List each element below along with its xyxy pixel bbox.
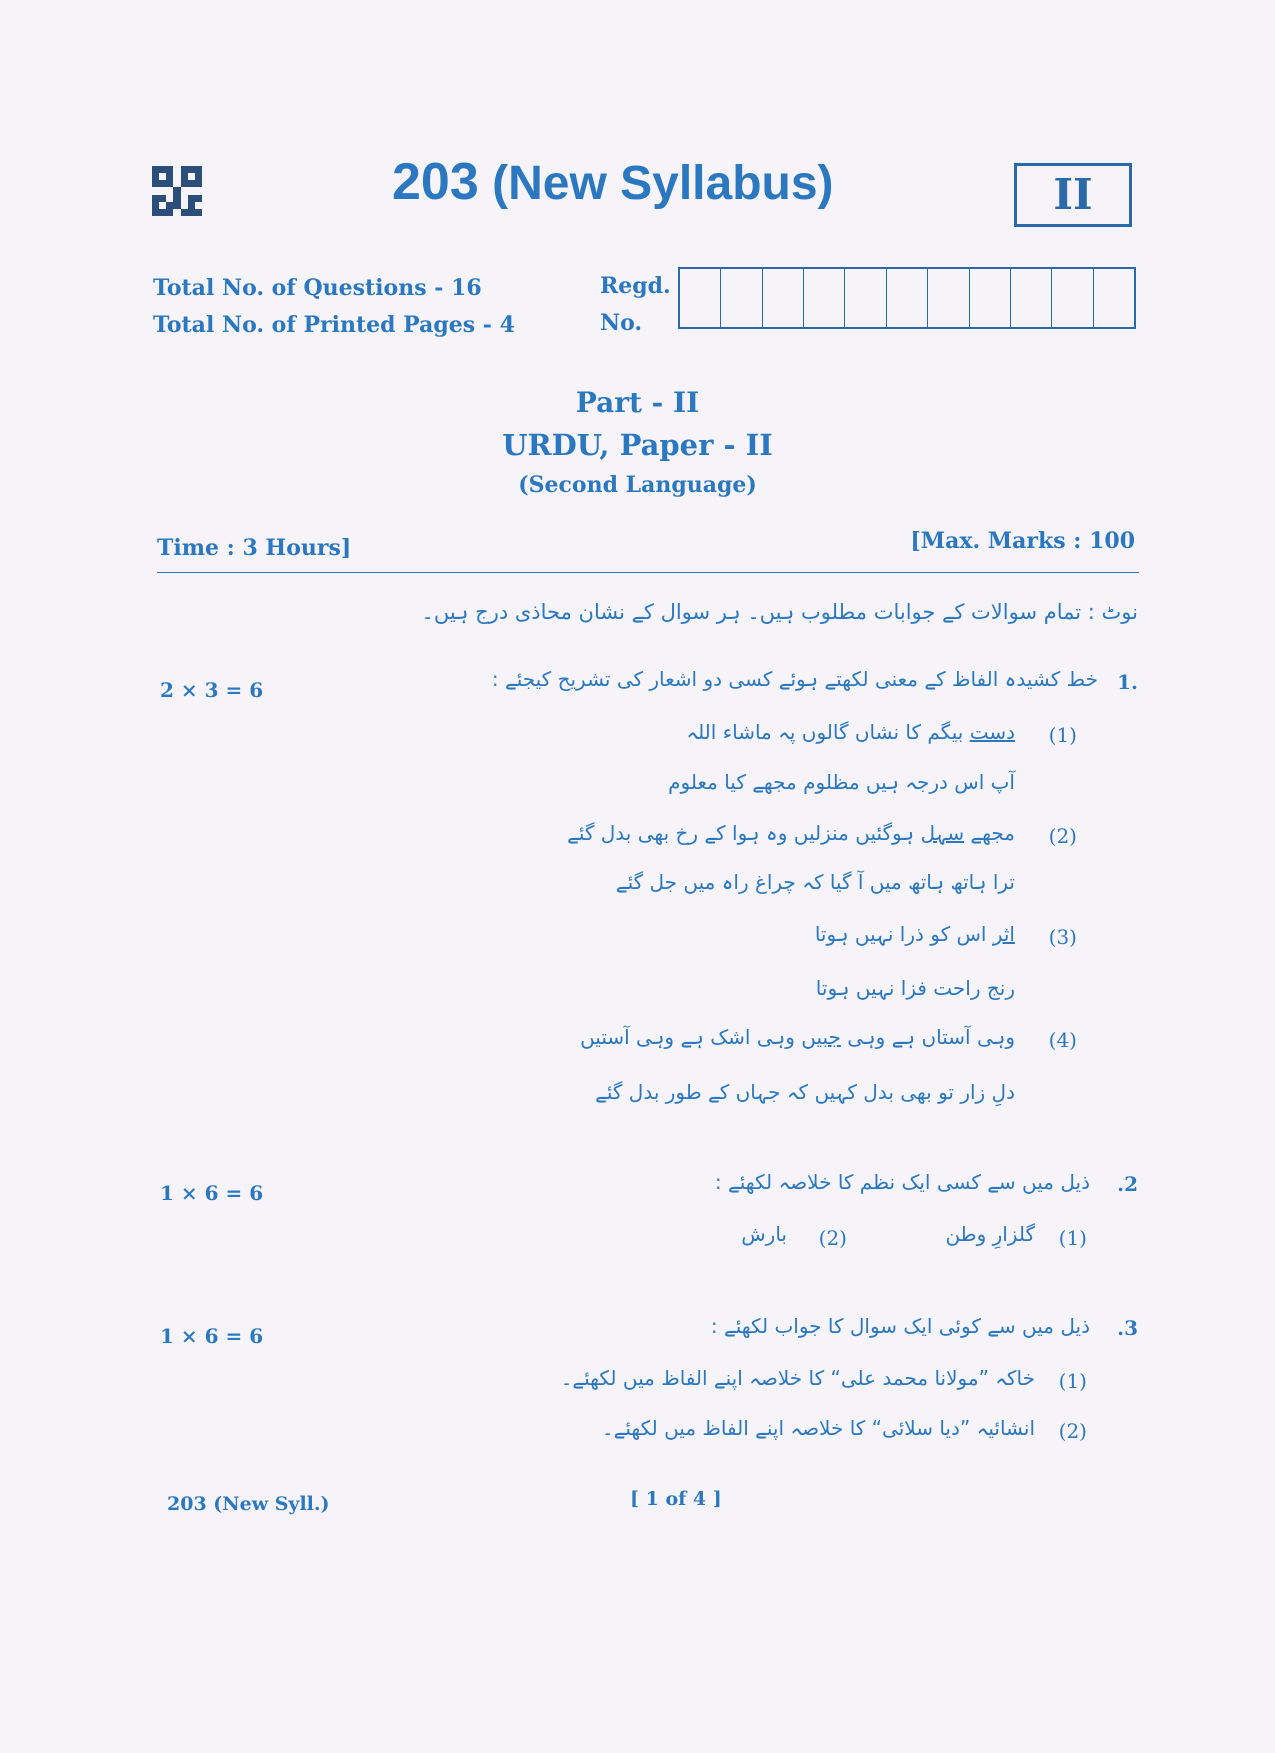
q1-opt2-line1	[567, 821, 1015, 845]
footer-page-number: [ 1 of 4 ]	[630, 1488, 722, 1510]
regd-number-boxes[interactable]	[678, 267, 1136, 329]
q1-opt4-underlined: جبیں	[801, 1025, 841, 1049]
paper-meta	[153, 270, 515, 344]
q1-opt4-line1	[580, 1025, 1015, 1049]
set-number-box: II	[1014, 163, 1132, 227]
q1-opt2-underlined: سہل	[920, 821, 965, 845]
q1-opt1-number: (1)	[1048, 723, 1077, 747]
q1-opt2-post: ہوگئیں منزلیں وہ ہوا کے رخ بھی بدل گئے	[567, 821, 921, 845]
q1-text: خط کشیدہ الفاظ کے معنی لکھتے ہوئے کسی دو اشعار کی تشریح کیجئے :	[491, 667, 1098, 691]
q3-text: ذیل میں سے کوئی ایک سوال کا جواب لکھئے :	[710, 1314, 1090, 1338]
q1-opt4-number: (4)	[1048, 1028, 1077, 1052]
regd-digit-box[interactable]	[1011, 269, 1052, 327]
regd-digit-box[interactable]	[1052, 269, 1093, 327]
paper-heading: URDU, Paper - II	[502, 428, 773, 462]
regd-label	[600, 268, 671, 342]
qr-code-icon	[152, 166, 202, 216]
regd-digit-box[interactable]	[763, 269, 804, 327]
regd-digit-box[interactable]	[680, 269, 721, 327]
q2-opt1-number: (1)	[1058, 1226, 1087, 1250]
total-questions: Total No. of Questions - 16	[153, 275, 482, 301]
q1-marks: 2 × 3 = 6	[160, 678, 264, 702]
q1-opt3-line2: رنج راحت فزا نہیں ہوتا	[815, 976, 1015, 1000]
q3-opt1-number: (1)	[1058, 1369, 1087, 1393]
time-label: Time : 3 Hours]	[157, 535, 352, 561]
instruction-note: نوٹ : تمام سوالات کے جوابات مطلوب ہیں۔ ہر سوال کے نشان محاذی درج ہیں۔	[421, 600, 1138, 624]
paper-code: 203	[392, 153, 479, 211]
q1-opt3-number: (3)	[1048, 925, 1077, 949]
q1-opt1-post: بیگم کا نشاں گالوں پہ ماشاء اللہ	[686, 720, 970, 744]
paper-code-title	[392, 152, 834, 212]
q2-opt2: بارش	[741, 1222, 787, 1246]
q2-marks: 1 × 6 = 6	[160, 1181, 264, 1205]
q1-opt2-line2: ترا ہاتھ ہاتھ میں آ گیا کہ چراغ راہ میں جل گئے	[615, 870, 1015, 894]
part-heading: Part - II	[575, 386, 700, 419]
q1-opt4-line2: دلِ زار تو بھی بدل کہیں کہ جہاں کے طور بدل گئے	[595, 1080, 1015, 1104]
q1-opt4-post: وہی اشک ہے وہی آستیں	[580, 1025, 802, 1049]
total-pages: Total No. of Printed Pages - 4	[153, 312, 515, 338]
regd-digit-box[interactable]	[928, 269, 969, 327]
max-marks-label: [Max. Marks : 100	[910, 528, 1135, 554]
q1-opt1-line2: آپ اس درجہ ہیں مظلوم مجھے کیا معلوم	[668, 770, 1015, 794]
footer-paper-code: 203 (New Syll.)	[167, 1493, 330, 1515]
language-heading: (Second Language)	[518, 472, 757, 498]
q3-marks: 1 × 6 = 6	[160, 1324, 264, 1348]
q1-opt3-post: اس کو ذرا نہیں ہوتا	[814, 922, 993, 946]
q1-opt3-underlined: اثر	[992, 922, 1015, 946]
q1-opt1-underlined: دست	[969, 720, 1015, 744]
regd-digit-box[interactable]	[721, 269, 762, 327]
q1-opt2-number: (2)	[1048, 824, 1077, 848]
q3-opt1: خاکہ ”مولانا محمد علی“ کا خلاصہ اپنے الفاظ میں لکھئے۔	[560, 1366, 1035, 1390]
regd-digit-box[interactable]	[970, 269, 1011, 327]
regd-label-line1: Regd.	[600, 273, 671, 299]
q3-opt2: انشائیہ ”دیا سلائی“ کا خلاصہ اپنے الفاظ میں لکھئے۔	[601, 1416, 1035, 1440]
q3-opt2-number: (2)	[1058, 1419, 1087, 1443]
syllabus-label: (New Syllabus)	[492, 157, 834, 210]
q3-number: .3	[1117, 1316, 1138, 1340]
regd-digit-box[interactable]	[804, 269, 845, 327]
q1-opt4-pre: وہی آستاں ہے وہی	[840, 1025, 1015, 1049]
q2-text: ذیل میں سے کسی ایک نظم کا خلاصہ لکھئے :	[714, 1170, 1090, 1194]
q2-number: .2	[1117, 1172, 1138, 1196]
regd-label-line2: No.	[600, 310, 643, 336]
header-divider	[157, 572, 1139, 573]
q2-opt2-number: (2)	[818, 1226, 847, 1250]
q1-opt2-pre: مجھے	[964, 821, 1015, 845]
regd-digit-box[interactable]	[1094, 269, 1134, 327]
regd-digit-box[interactable]	[845, 269, 886, 327]
q1-opt3-line1	[815, 922, 1015, 946]
q2-opt1: گلزارِ وطن	[945, 1222, 1035, 1246]
q1-opt1-line1	[686, 720, 1015, 744]
regd-digit-box[interactable]	[887, 269, 928, 327]
q1-number: 1.	[1117, 670, 1138, 694]
